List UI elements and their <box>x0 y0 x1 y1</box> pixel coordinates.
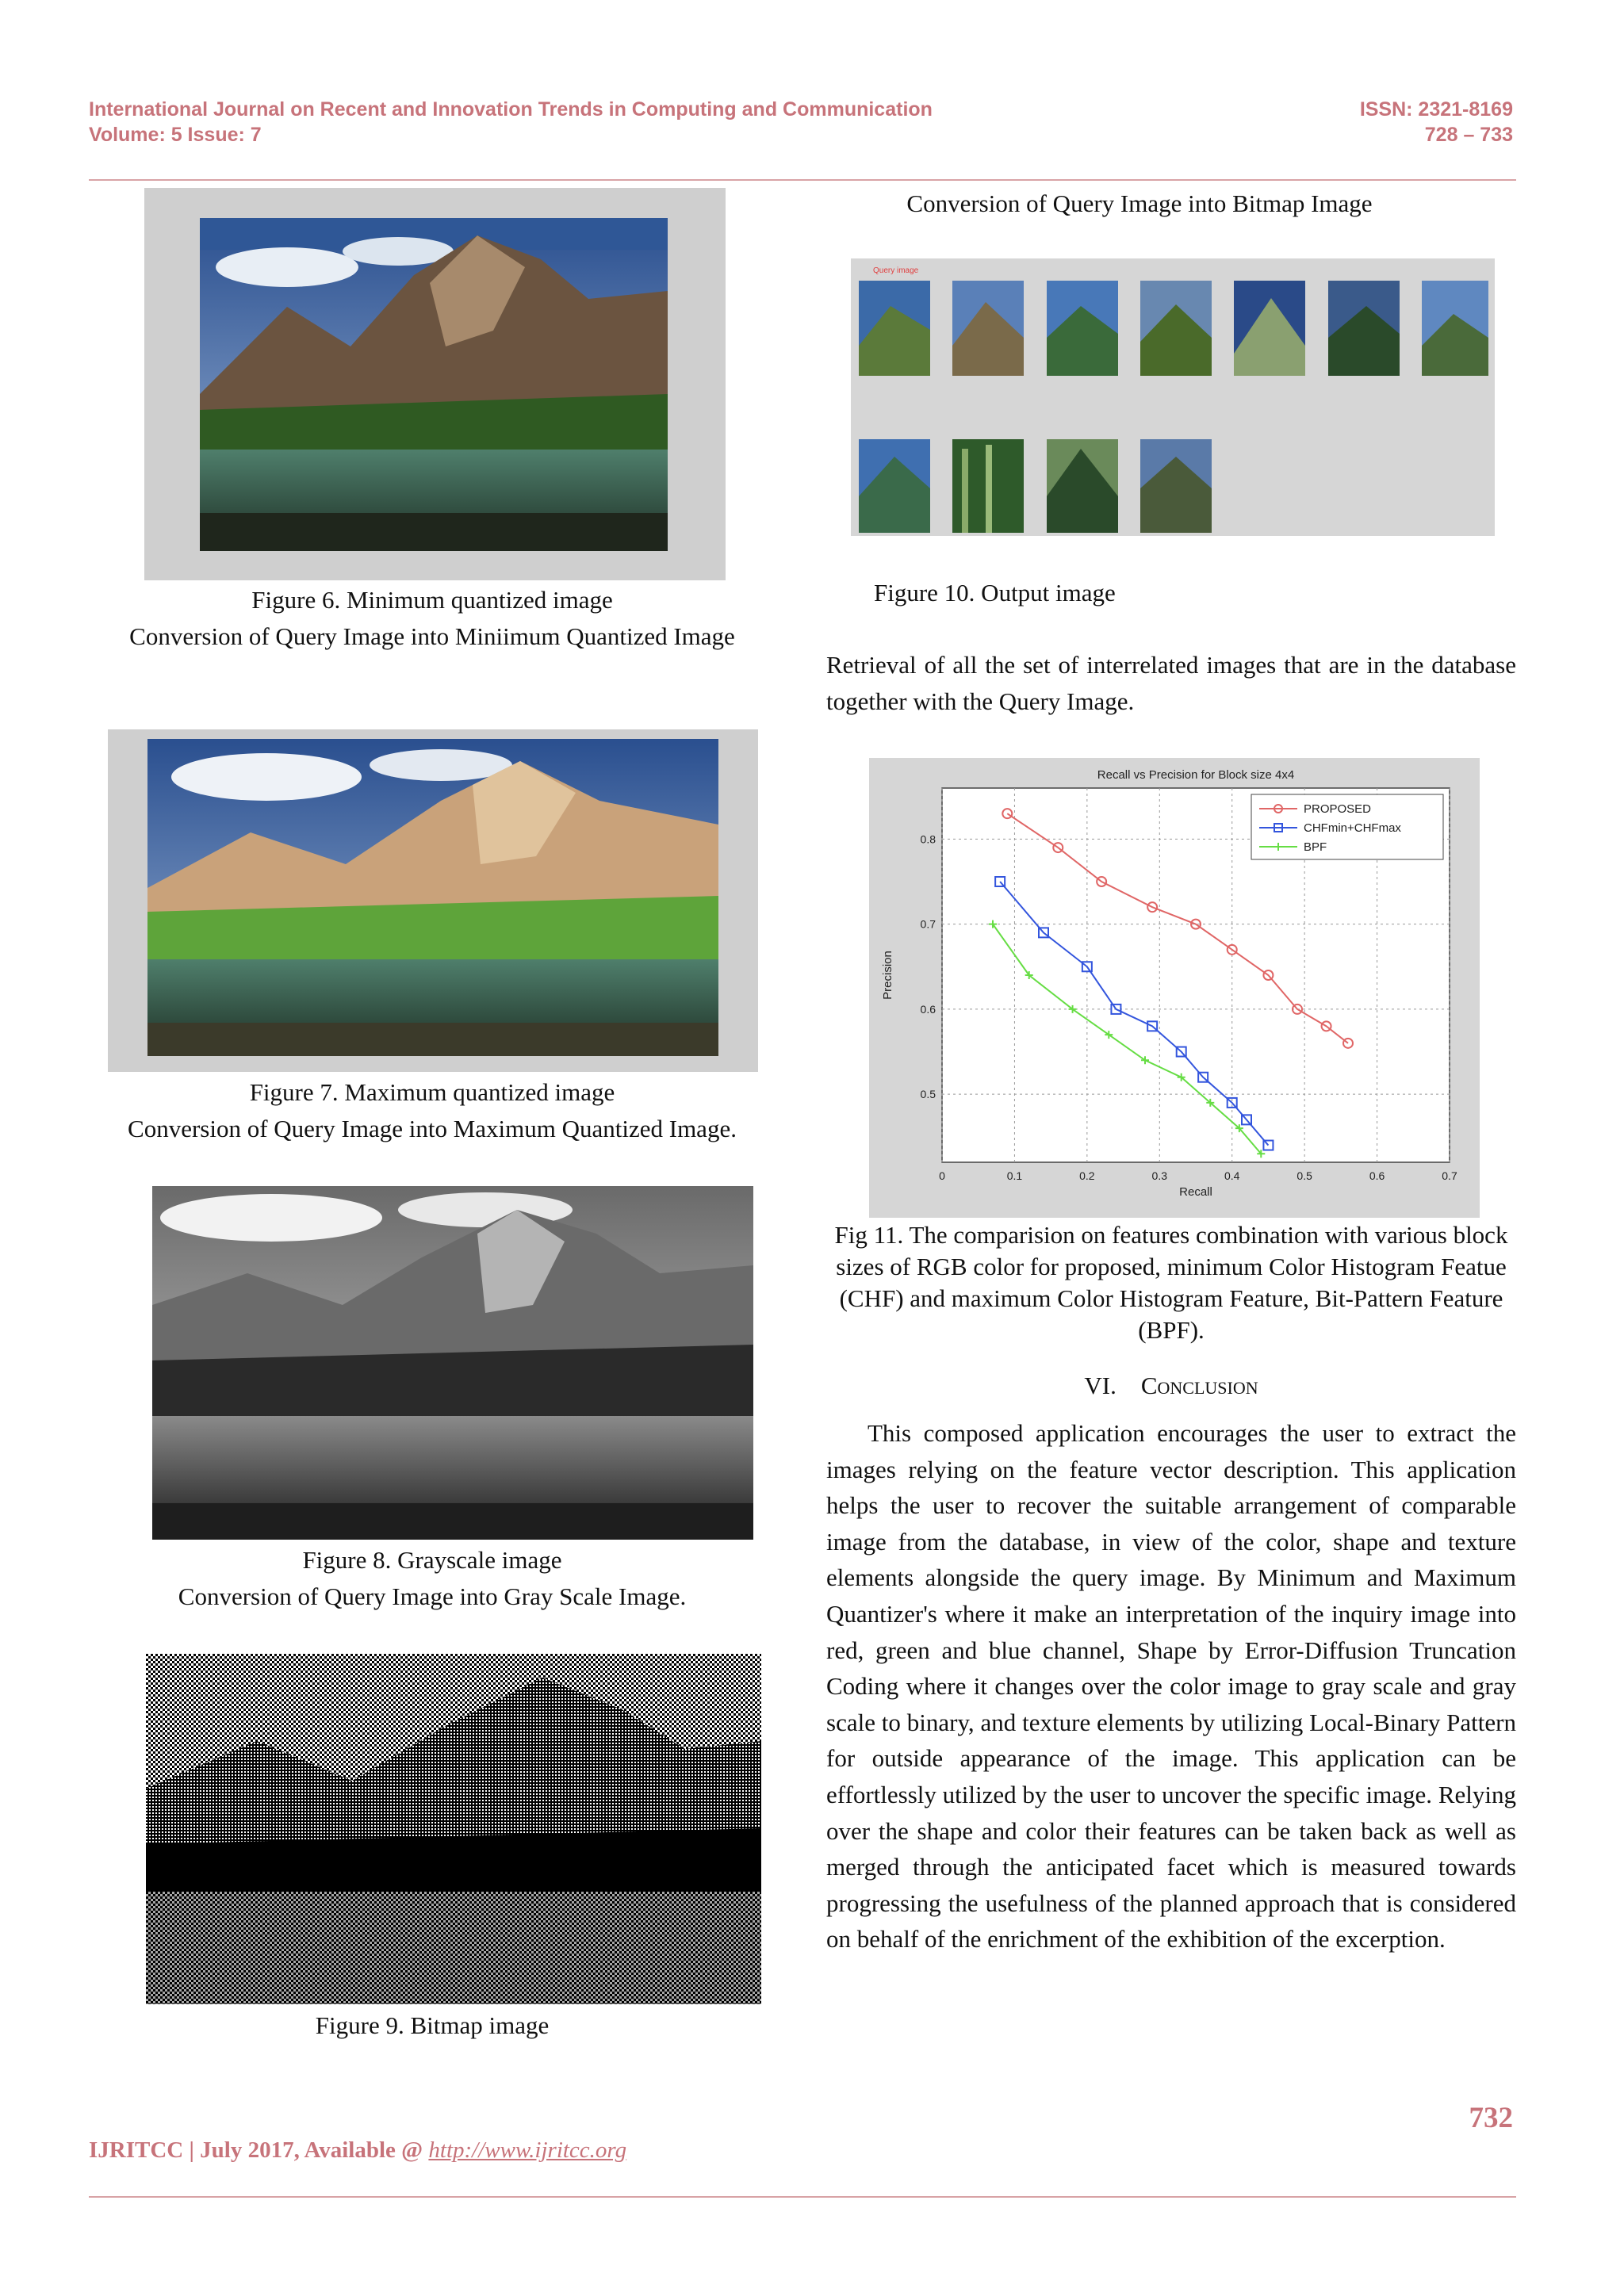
legend-label: PROPOSED <box>1304 802 1372 816</box>
legend-label: CHFmin+CHFmax <box>1304 821 1401 835</box>
figure-7-caption: Figure 7. Maximum quantized image <box>249 1078 615 1106</box>
figure-11-chart <box>869 758 1480 1218</box>
x-tick-label: 0.6 <box>1369 1169 1385 1182</box>
x-tick-label: 0.2 <box>1079 1169 1095 1182</box>
thumbnail-4 <box>1140 281 1212 376</box>
thumbnail-8 <box>859 439 930 533</box>
thumbnail-11 <box>1140 439 1212 533</box>
x-tick-label: 0.1 <box>1006 1169 1023 1182</box>
footer-link[interactable]: http://www.ijritcc.org <box>428 2137 627 2163</box>
x-tick-label: 0.3 <box>1151 1169 1168 1182</box>
thumbnail-3 <box>1047 281 1118 376</box>
x-tick-label: 0.5 <box>1297 1169 1312 1182</box>
figure-6-image <box>144 188 726 580</box>
header-rule <box>89 179 1516 181</box>
x-tick-label: 0.7 <box>1442 1169 1457 1182</box>
figure-8-caption: Figure 8. Grayscale image <box>302 1546 562 1574</box>
thumbnail-10 <box>1047 439 1118 533</box>
section-number: VI. <box>1084 1372 1116 1399</box>
journal-volume: Volume: 5 Issue: 7 <box>89 124 262 146</box>
y-tick-label: 0.6 <box>920 1002 936 1016</box>
figure-8-description: Conversion of Query Image into Gray Scale Image. <box>178 1582 687 1610</box>
thumbnail-6 <box>1328 281 1400 376</box>
thumbnail-9 <box>952 439 1024 533</box>
figure-6-description: Conversion of Query Image into Miniimum Quantized Image <box>129 622 735 650</box>
figure-10-image <box>851 258 1495 536</box>
thumbnail-1 <box>859 281 930 376</box>
journal-issn: ISSN: 2321-8169 <box>1359 98 1513 121</box>
bitmap-conversion-heading: Conversion of Query Image into Bitmap Image <box>906 189 1373 217</box>
figure-6-caption: Figure 6. Minimum quantized image <box>251 586 613 614</box>
journal-title: International Journal on Recent and Innovation Trends in Computing and Communication <box>89 98 933 121</box>
footer-label: IJRITCC | July 2017, Available @ <box>89 2137 429 2163</box>
x-axis-label: Recall <box>1179 1185 1212 1199</box>
page-number: 732 <box>1469 2102 1513 2134</box>
journal-pages: 728 – 733 <box>1424 124 1513 146</box>
footer-rule <box>89 2196 1516 2198</box>
conclusion-paragraph: This composed application encourages the user to extract the images relying on the feature vector description. This application helps the user to recover the suitable arrangement of comparable image from the database, in view of the color, shape and texture elements alongside the query image. By Minimum and Maximum Quantizer's where it make an interpretation of the inquiry image into red, green and blue channel, Shape by Error-Diffusion Truncation Coding where it changes over the color image to gray scale and gray scale to binary, and texture elements by utilizing Local-Binary Pattern for outside appearance of the image. This application can be effortlessly utilized by the user to uncover the specific image. Relying over the shape and color their features can be taken back as well as merged through the anticipated facet which is measured towards progressing the usefulness of the planned approach that is considered on behalf of the enrichment of the exhibition of the excerption. <box>826 1419 1516 1954</box>
thumbnail-5 <box>1234 281 1305 376</box>
chart-title: Recall vs Precision for Block size 4x4 <box>1097 768 1295 782</box>
retrieval-paragraph: Retrieval of all the set of interrelated images that are in the database together with the Query Image. <box>826 651 1516 715</box>
x-tick-label: 0 <box>939 1169 945 1182</box>
x-tick-label: 0.4 <box>1224 1169 1240 1182</box>
figure-10-caption: Figure 10. Output image <box>874 579 1116 607</box>
figure-7-image <box>108 729 758 1072</box>
figure-8-image <box>152 1186 753 1540</box>
figure-9-image <box>146 1654 761 2004</box>
y-tick-label: 0.7 <box>920 917 936 931</box>
footer-text <box>89 2137 626 2164</box>
figure-11-caption: Fig 11. The comparision on features combination with various block sizes of RGB color for proposed, minimum Color Histogram Featue (CHF) and maximum Color Histogram Feature, Bit-Pattern Feature (BPF). <box>834 1221 1508 1344</box>
thumbnail-7 <box>1422 281 1488 376</box>
section-title: Conclusion <box>1140 1372 1258 1399</box>
section-heading <box>826 1368 1516 1403</box>
output-thumbnails <box>851 258 1495 536</box>
figure-7-description: Conversion of Query Image into Maximum Quantized Image. <box>128 1115 737 1142</box>
legend-label: BPF <box>1304 840 1327 854</box>
y-tick-label: 0.5 <box>920 1088 936 1101</box>
y-tick-label: 0.8 <box>920 832 936 846</box>
figure-9-caption: Figure 9. Bitmap image <box>315 2011 550 2039</box>
chart-svg <box>869 758 1480 1218</box>
y-axis-label: Precision <box>881 951 894 1000</box>
thumbnail-2 <box>952 281 1024 376</box>
query-image-label: Query image <box>873 266 919 275</box>
